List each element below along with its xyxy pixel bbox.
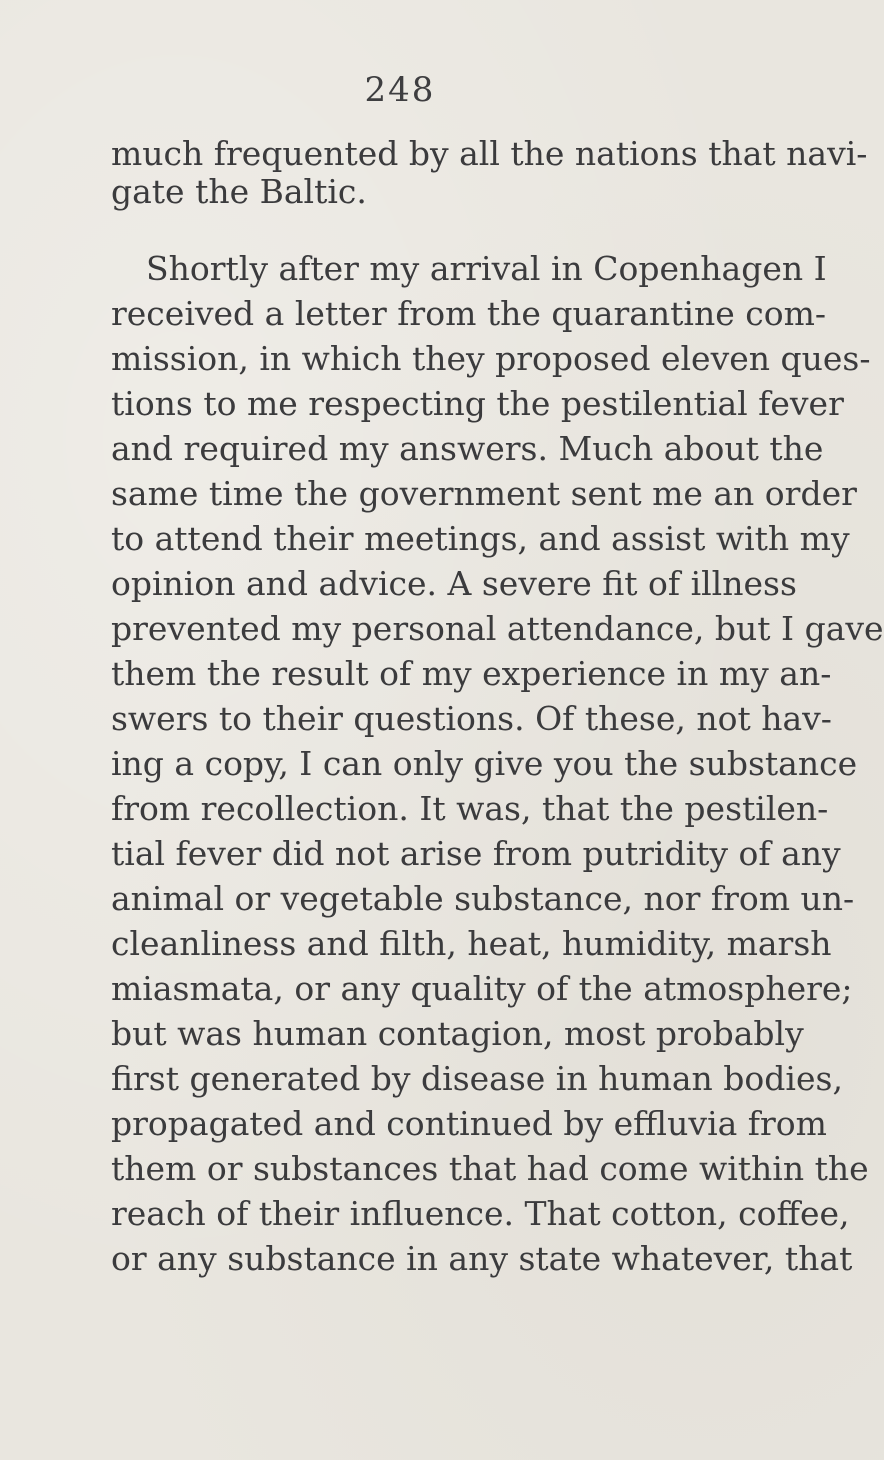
text-line: miasmata, or any quality of the atmosphere; [111, 969, 853, 1008]
text-line: opinion and advice. A severe fit of illness [111, 564, 797, 603]
text-line: or any substance in any state whatever, that [111, 1239, 853, 1278]
text-line: cleanliness and filth, heat, humidity, marsh [111, 924, 832, 963]
text-line: mission, in which they proposed eleven ques- [111, 339, 871, 378]
text-line: ing a copy, I can only give you the substance [111, 744, 858, 783]
text-line: much frequented by all the nations that navi- [111, 134, 868, 173]
text-line: tions to me respecting the pestilential fever [111, 384, 844, 423]
text-line: prevented my personal attendance, but I gave [111, 609, 884, 648]
text-line: reach of their influence. That cotton, coffee, [111, 1194, 850, 1233]
text-line: them or substances that had come within the [111, 1149, 869, 1188]
text-line: to attend their meetings, and assist with my [111, 519, 850, 558]
text-line: tial fever did not arise from putridity of any [111, 834, 841, 873]
text-line: first generated by disease in human bodies, [111, 1059, 843, 1098]
text-line: swers to their questions. Of these, not hav- [111, 699, 832, 738]
text-line: Shortly after my arrival in Copenhagen I [146, 249, 827, 288]
text-line: them the result of my experience in my an- [111, 654, 832, 693]
text-line: but was human contagion, most probably [111, 1014, 804, 1053]
text-line: propagated and continued by effluvia from [111, 1104, 827, 1143]
text-line: and required my answers. Much about the [111, 429, 824, 468]
text-line: received a letter from the quarantine com- [111, 294, 827, 333]
text-line: gate the Baltic. [111, 172, 367, 211]
page-number: 248 [364, 70, 436, 110]
text-line: animal or vegetable substance, nor from un- [111, 879, 855, 918]
text-line: same time the government sent me an order [111, 474, 857, 513]
text-line: from recollection. It was, that the pestilen- [111, 789, 829, 828]
